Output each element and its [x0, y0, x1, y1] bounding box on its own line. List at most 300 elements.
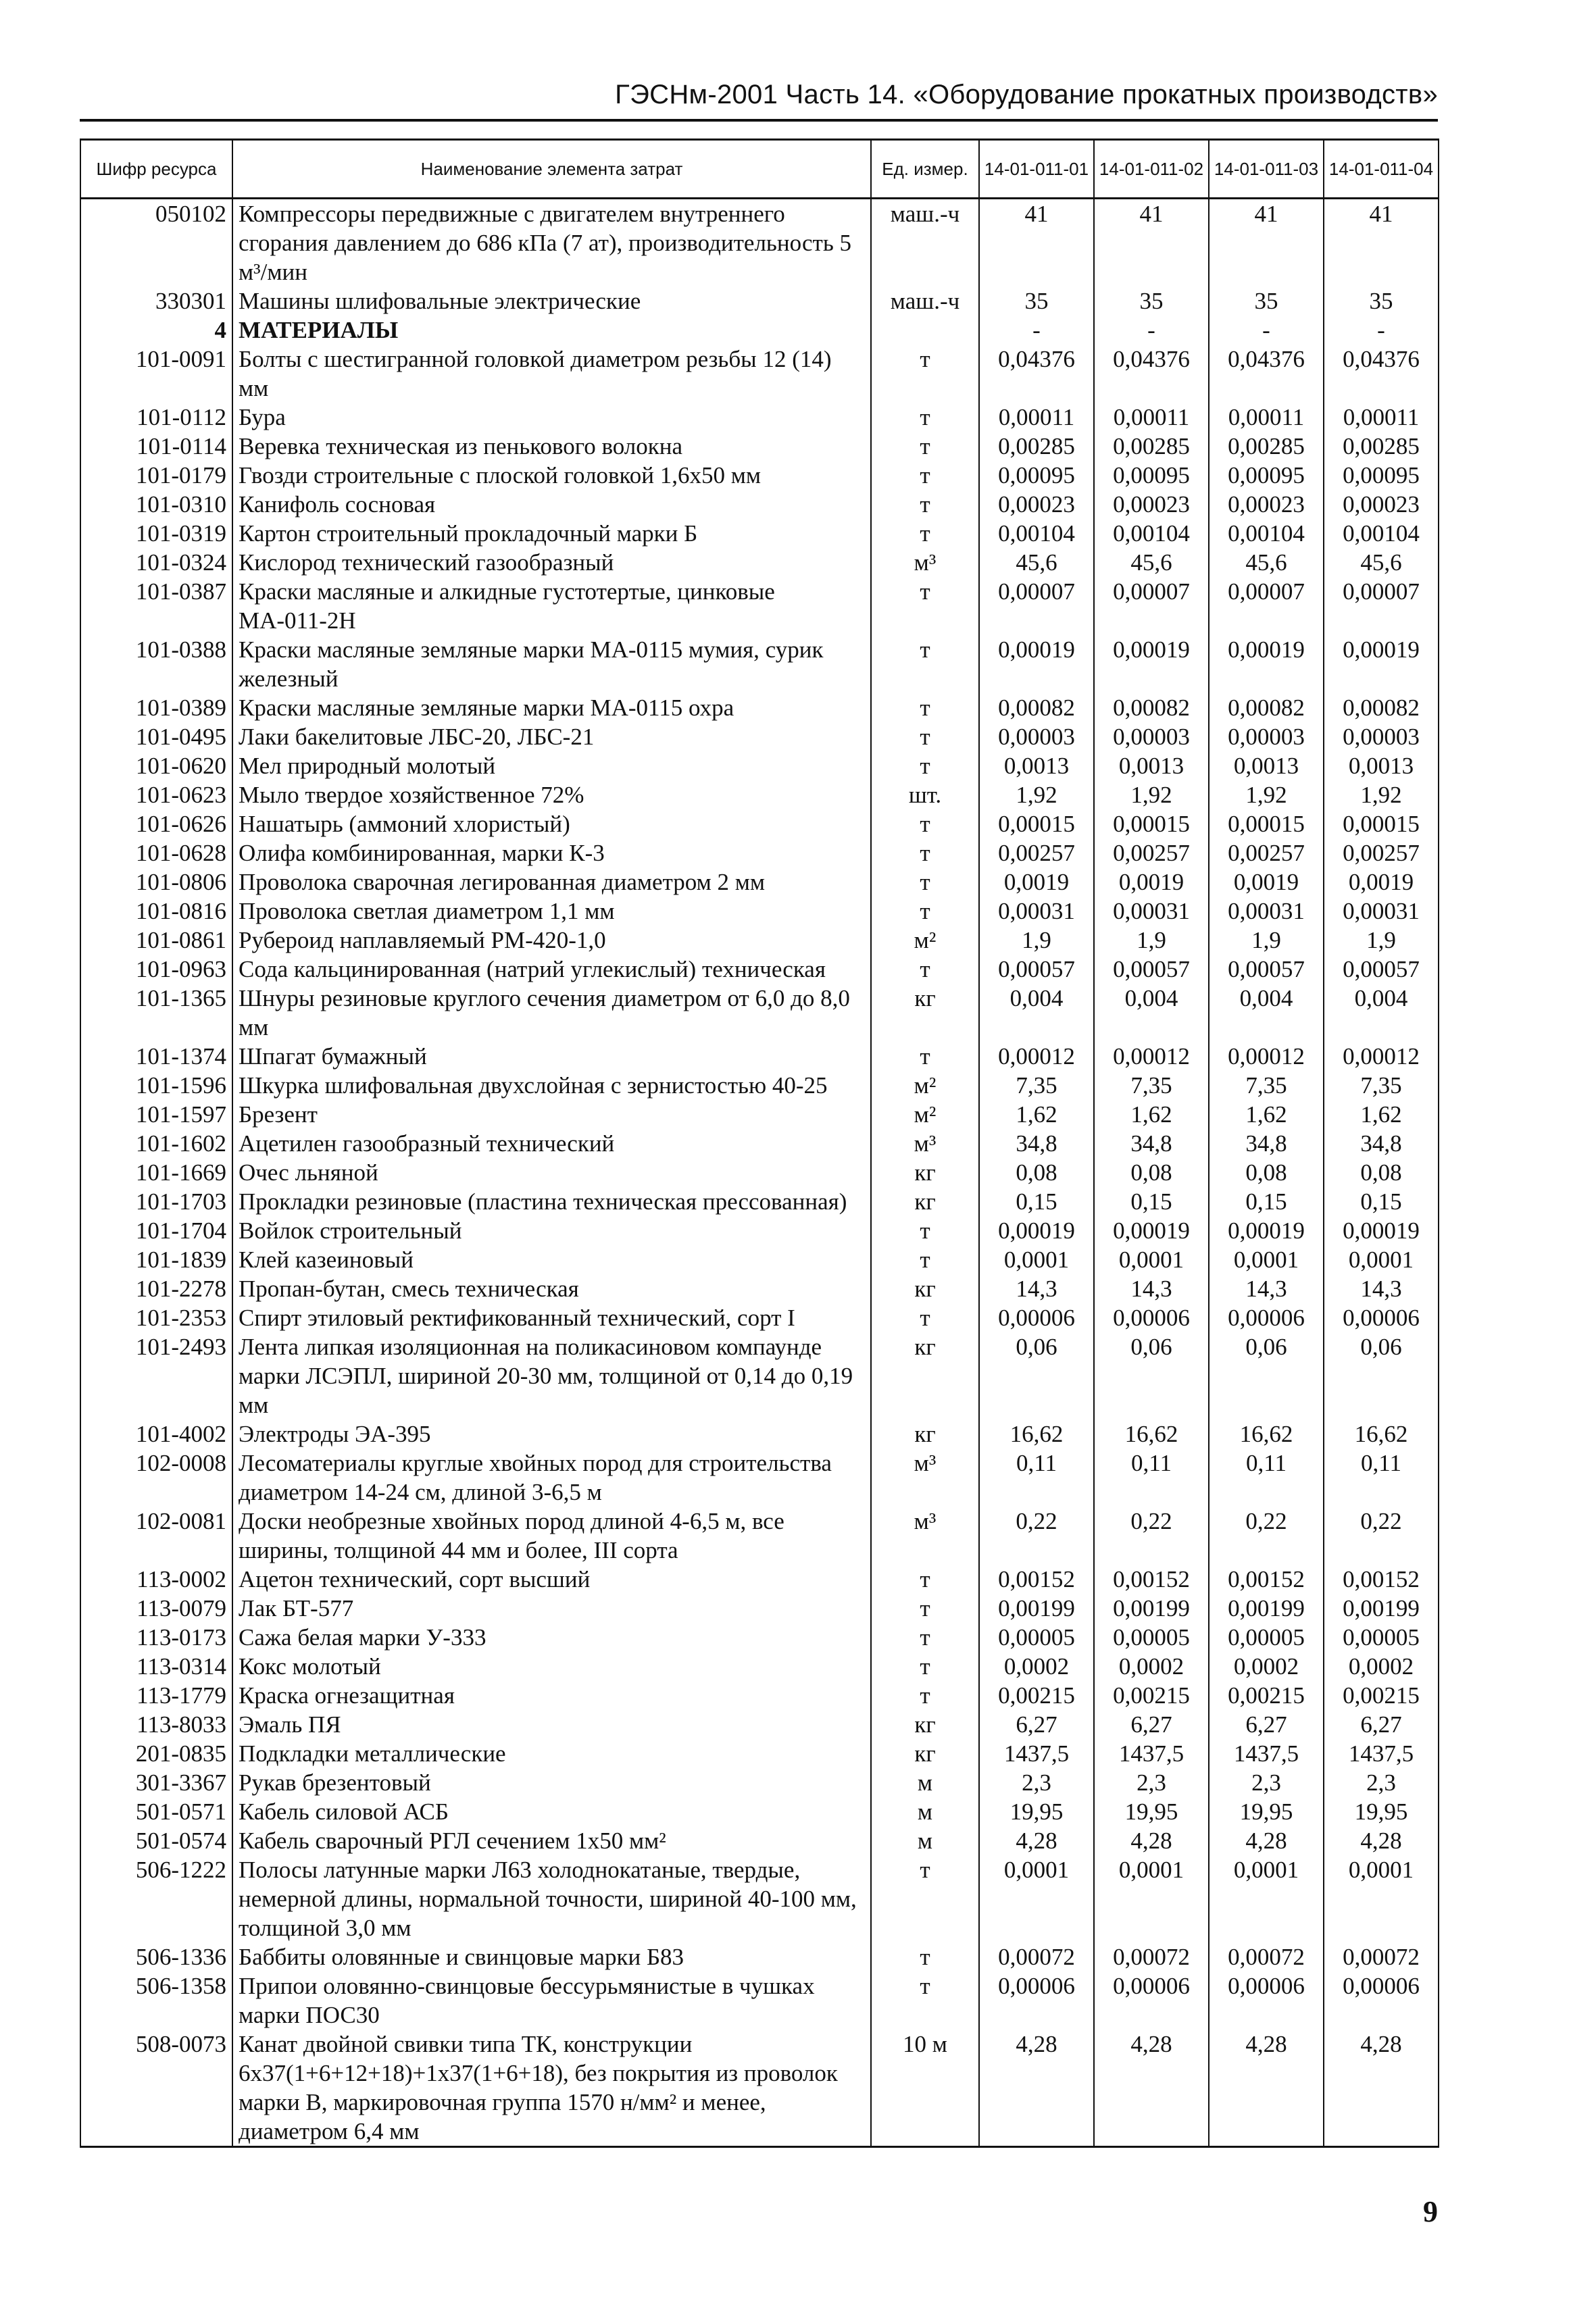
cell-code: 101-1703	[80, 1187, 232, 1216]
table-row	[80, 1158, 1439, 1187]
cell-v4: 0,00019	[1324, 1216, 1439, 1245]
cell-v4: 1,92	[1324, 780, 1439, 809]
cell-v4: -	[1324, 316, 1439, 345]
cell-v4: 41	[1324, 199, 1439, 287]
cell-unit: кг	[871, 1332, 979, 1419]
table-row	[80, 1710, 1439, 1739]
cell-name: Гвозди строительные с плоской головкой 1,6х50 мм	[232, 461, 871, 490]
cell-name: Краски масляные земляные марки МА-0115 охра	[232, 693, 871, 722]
cell-v2: 16,62	[1094, 1419, 1209, 1449]
cell-code: 330301	[80, 286, 232, 316]
cell-v3: 0,00007	[1209, 577, 1324, 635]
cell-v2: 0,00072	[1094, 1942, 1209, 1971]
cell-code: 101-2278	[80, 1274, 232, 1303]
cell-name: Очес льняной	[232, 1158, 871, 1187]
cell-v1: 0,00005	[979, 1623, 1094, 1652]
cell-unit: м	[871, 1826, 979, 1855]
cell-v2: 0,00257	[1094, 838, 1209, 867]
cell-v1: 4,28	[979, 1826, 1094, 1855]
table-row	[80, 432, 1439, 461]
cell-v2: 0,00015	[1094, 809, 1209, 838]
table-row	[80, 1768, 1439, 1797]
cell-v3: 4,28	[1209, 1826, 1324, 1855]
cell-v4: 0,00257	[1324, 838, 1439, 867]
cell-v1: 0,0001	[979, 1855, 1094, 1942]
cell-v2: 6,27	[1094, 1710, 1209, 1739]
cell-v1: 0,00057	[979, 955, 1094, 984]
cell-code: 101-0389	[80, 693, 232, 722]
cell-v3: 0,00082	[1209, 693, 1324, 722]
cell-v2: 0,00006	[1094, 1303, 1209, 1332]
cell-v2: 0,00006	[1094, 1971, 1209, 2030]
cell-v4: 0,00285	[1324, 432, 1439, 461]
cell-v2: 14,3	[1094, 1274, 1209, 1303]
cell-v3: 0,15	[1209, 1187, 1324, 1216]
cell-v1: 0,08	[979, 1158, 1094, 1187]
cell-name: Кабель силовой АСБ	[232, 1797, 871, 1826]
cell-unit: т	[871, 1216, 979, 1245]
cell-v1: 14,3	[979, 1274, 1094, 1303]
cell-v4: 35	[1324, 286, 1439, 316]
cell-v2: 4,28	[1094, 2030, 1209, 2147]
cell-unit: т	[871, 838, 979, 867]
cell-v2: 0,00031	[1094, 897, 1209, 926]
cell-unit: т	[871, 1652, 979, 1681]
header-col-2: 14-01-011-02	[1094, 140, 1209, 199]
cell-v1: 7,35	[979, 1071, 1094, 1100]
cell-unit: 10 м	[871, 2030, 979, 2147]
cell-unit: т	[871, 635, 979, 693]
cell-name: Рубероид наплавляемый РМ-420-1,0	[232, 926, 871, 955]
cell-v3: 0,00215	[1209, 1681, 1324, 1710]
cell-unit: кг	[871, 1187, 979, 1216]
table-row	[80, 1274, 1439, 1303]
cell-code: 101-0114	[80, 432, 232, 461]
cell-unit: маш.-ч	[871, 286, 979, 316]
cell-v2: -	[1094, 316, 1209, 345]
cell-v2: 1,62	[1094, 1100, 1209, 1129]
table-row	[80, 286, 1439, 316]
cell-v4: 34,8	[1324, 1129, 1439, 1158]
cell-v3: 0,00011	[1209, 403, 1324, 432]
cell-v1: 6,27	[979, 1710, 1094, 1739]
header-code: Шифр ресурса	[80, 140, 232, 199]
cell-unit: м³	[871, 548, 979, 577]
cell-v1: 4,28	[979, 2030, 1094, 2147]
cell-name: Кокс молотый	[232, 1652, 871, 1681]
cell-v3: 0,00095	[1209, 461, 1324, 490]
cell-name: Полосы латунные марки Л63 холоднокатаные, твердые, немерной длины, нормальной точности, шириной 40-100 мм, толщиной 3,0 мм	[232, 1855, 871, 1942]
cell-name: Электроды ЭА-395	[232, 1419, 871, 1449]
cell-v3: 6,27	[1209, 1710, 1324, 1739]
cell-v4: 0,00072	[1324, 1942, 1439, 1971]
cell-v1: 34,8	[979, 1129, 1094, 1158]
cell-unit: т	[871, 1245, 979, 1274]
cell-name: Кислород технический газообразный	[232, 548, 871, 577]
cell-code: 101-2353	[80, 1303, 232, 1332]
cell-v3: 41	[1209, 199, 1324, 287]
cell-v2: 0,00095	[1094, 461, 1209, 490]
cell-name: Баббиты оловянные и свинцовые марки Б83	[232, 1942, 871, 1971]
cell-v2: 0,0001	[1094, 1855, 1209, 1942]
table-row	[80, 1245, 1439, 1274]
cell-v3: 0,00019	[1209, 635, 1324, 693]
cell-name: Лак БТ-577	[232, 1594, 871, 1623]
cell-v1: 0,0002	[979, 1652, 1094, 1681]
table-row	[80, 2030, 1439, 2147]
table-row	[80, 809, 1439, 838]
cell-v4: 0,0001	[1324, 1245, 1439, 1274]
cell-v4: 7,35	[1324, 1071, 1439, 1100]
cell-v1: 0,00015	[979, 809, 1094, 838]
cell-v3: 19,95	[1209, 1797, 1324, 1826]
table-row	[80, 751, 1439, 780]
table-row	[80, 490, 1439, 519]
cell-v4: 0,06	[1324, 1332, 1439, 1419]
table-row	[80, 345, 1439, 403]
cell-v3: 0,00152	[1209, 1565, 1324, 1594]
cell-v2: 4,28	[1094, 1826, 1209, 1855]
cell-name: Шпагат бумажный	[232, 1042, 871, 1071]
table-row	[80, 867, 1439, 897]
cell-code: 101-0628	[80, 838, 232, 867]
cell-v1: 0,00011	[979, 403, 1094, 432]
cell-unit: т	[871, 1042, 979, 1071]
cell-code: 506-1336	[80, 1942, 232, 1971]
table-row	[80, 1942, 1439, 1971]
cell-v4: 0,00006	[1324, 1303, 1439, 1332]
cell-code: 506-1358	[80, 1971, 232, 2030]
cell-code: 101-0310	[80, 490, 232, 519]
cell-v2: 35	[1094, 286, 1209, 316]
cell-unit: кг	[871, 1158, 979, 1187]
cell-code: 508-0073	[80, 2030, 232, 2147]
table-row	[80, 897, 1439, 926]
cell-v3: 0,00199	[1209, 1594, 1324, 1623]
cell-v1: 0,00007	[979, 577, 1094, 635]
cell-v1: 0,0001	[979, 1245, 1094, 1274]
table-row	[80, 635, 1439, 693]
cell-code: 113-8033	[80, 1710, 232, 1739]
cell-v1: 0,00072	[979, 1942, 1094, 1971]
cell-v2: 0,004	[1094, 984, 1209, 1042]
cell-code: 201-0835	[80, 1739, 232, 1768]
table-row	[80, 926, 1439, 955]
cell-v4: 14,3	[1324, 1274, 1439, 1303]
cell-unit: т	[871, 1681, 979, 1710]
cell-v3: 0,00003	[1209, 722, 1324, 751]
cell-unit: кг	[871, 1710, 979, 1739]
cell-code: 501-0571	[80, 1797, 232, 1826]
cell-name: Проволока сварочная легированная диаметром 2 мм	[232, 867, 871, 897]
cell-v4: 0,00215	[1324, 1681, 1439, 1710]
cell-v4: 1,9	[1324, 926, 1439, 955]
cell-v3: 0,00006	[1209, 1971, 1324, 2030]
cell-v1: 0,00199	[979, 1594, 1094, 1623]
cell-code: 101-2493	[80, 1332, 232, 1419]
cell-code: 101-1374	[80, 1042, 232, 1071]
cell-v4: 0,00057	[1324, 955, 1439, 984]
cell-v4: 0,00005	[1324, 1623, 1439, 1652]
cell-v3: 0,0001	[1209, 1855, 1324, 1942]
cell-v2: 41	[1094, 199, 1209, 287]
cell-v4: 19,95	[1324, 1797, 1439, 1826]
cell-unit: т	[871, 1971, 979, 2030]
cell-v1: 0,00257	[979, 838, 1094, 867]
cell-v2: 0,06	[1094, 1332, 1209, 1419]
cell-name: Машины шлифовальные электрические	[232, 286, 871, 316]
cell-v4: 6,27	[1324, 1710, 1439, 1739]
cell-v1: 0,15	[979, 1187, 1094, 1216]
cell-code: 506-1222	[80, 1855, 232, 1942]
cell-name: Краски масляные земляные марки МА-0115 мумия, сурик железный	[232, 635, 871, 693]
cell-v2: 0,15	[1094, 1187, 1209, 1216]
page-number: 9	[1423, 2195, 1438, 2228]
header-col-4: 14-01-011-04	[1324, 140, 1439, 199]
cell-v4: 0,08	[1324, 1158, 1439, 1187]
cell-name: Болты с шестигранной головкой диаметром резьбы 12 (14) мм	[232, 345, 871, 403]
table-row	[80, 577, 1439, 635]
cell-v2: 0,0002	[1094, 1652, 1209, 1681]
cell-v2: 0,00215	[1094, 1681, 1209, 1710]
cell-v3: 2,3	[1209, 1768, 1324, 1797]
cell-v4: 0,00023	[1324, 490, 1439, 519]
cell-code: 101-0620	[80, 751, 232, 780]
cell-unit: шт.	[871, 780, 979, 809]
cell-v4: 4,28	[1324, 2030, 1439, 2147]
cell-unit: кг	[871, 1419, 979, 1449]
cell-v4: 0,0019	[1324, 867, 1439, 897]
cell-unit: т	[871, 897, 979, 926]
cell-v1: 0,00082	[979, 693, 1094, 722]
cell-v3: 0,00005	[1209, 1623, 1324, 1652]
cell-unit: м²	[871, 926, 979, 955]
cell-code: 101-0324	[80, 548, 232, 577]
table-row	[80, 1419, 1439, 1449]
header-col-3: 14-01-011-03	[1209, 140, 1324, 199]
cell-unit: т	[871, 1303, 979, 1332]
cell-v4: 0,00015	[1324, 809, 1439, 838]
cell-v3: 0,00104	[1209, 519, 1324, 548]
cell-name: Сода кальцинированная (натрий углекислый) техническая	[232, 955, 871, 984]
header-rule	[80, 119, 1438, 122]
header-unit: Ед. измер.	[871, 140, 979, 199]
cell-v1: 0,00152	[979, 1565, 1094, 1594]
cell-v3: 0,004	[1209, 984, 1324, 1042]
table-row	[80, 1129, 1439, 1158]
cell-unit: кг	[871, 1274, 979, 1303]
cell-v2: 0,04376	[1094, 345, 1209, 403]
cell-v2: 0,11	[1094, 1449, 1209, 1507]
table-row	[80, 403, 1439, 432]
cell-name: Кабель сварочный РГЛ сечением 1х50 мм²	[232, 1826, 871, 1855]
cell-v2: 0,00023	[1094, 490, 1209, 519]
cell-code: 101-4002	[80, 1419, 232, 1449]
table-row	[80, 519, 1439, 548]
cell-v2: 0,0019	[1094, 867, 1209, 897]
cell-v2: 0,22	[1094, 1507, 1209, 1565]
cell-v2: 0,00007	[1094, 577, 1209, 635]
cell-v2: 45,6	[1094, 548, 1209, 577]
cell-v1: 1437,5	[979, 1739, 1094, 1768]
cell-v4: 16,62	[1324, 1419, 1439, 1449]
cell-v4: 0,0013	[1324, 751, 1439, 780]
cell-name: Прокладки резиновые (пластина техническая прессованная)	[232, 1187, 871, 1216]
cell-unit: м³	[871, 1129, 979, 1158]
cell-v1: 0,00215	[979, 1681, 1094, 1710]
cell-name: Припои оловянно-свинцовые бессурьмянистые в чушках марки ПОС30	[232, 1971, 871, 2030]
cell-v2: 0,00199	[1094, 1594, 1209, 1623]
table-row	[80, 1071, 1439, 1100]
table-row	[80, 461, 1439, 490]
cell-v4: 0,00003	[1324, 722, 1439, 751]
cell-v3: 0,0013	[1209, 751, 1324, 780]
cell-v3: 0,22	[1209, 1507, 1324, 1565]
cell-v2: 0,00152	[1094, 1565, 1209, 1594]
cell-v1: 0,04376	[979, 345, 1094, 403]
cell-v1: 0,00031	[979, 897, 1094, 926]
cell-code: 101-1669	[80, 1158, 232, 1187]
cell-v1: 0,11	[979, 1449, 1094, 1507]
cell-name: Подкладки металлические	[232, 1739, 871, 1768]
cell-unit: маш.-ч	[871, 199, 979, 287]
cell-v2: 7,35	[1094, 1071, 1209, 1100]
cell-v3: 14,3	[1209, 1274, 1324, 1303]
cell-v1: 0,00012	[979, 1042, 1094, 1071]
cell-v1: 1,9	[979, 926, 1094, 955]
cell-v2: 0,00104	[1094, 519, 1209, 548]
cell-v1: 16,62	[979, 1419, 1094, 1449]
cell-v4: 0,22	[1324, 1507, 1439, 1565]
cell-name: Спирт этиловый ректификованный технический, сорт I	[232, 1303, 871, 1332]
cell-code: 113-0002	[80, 1565, 232, 1594]
table-header-row	[80, 140, 1439, 199]
cell-v2: 0,00005	[1094, 1623, 1209, 1652]
cell-unit: т	[871, 345, 979, 403]
cell-v4: 2,3	[1324, 1768, 1439, 1797]
cell-v4: 0,00152	[1324, 1565, 1439, 1594]
cell-code: 101-0388	[80, 635, 232, 693]
cell-v1: -	[979, 316, 1094, 345]
cell-v4: 0,0001	[1324, 1855, 1439, 1942]
cell-v2: 0,00011	[1094, 403, 1209, 432]
cell-v3: 0,0001	[1209, 1245, 1324, 1274]
cell-code: 101-0816	[80, 897, 232, 926]
cell-code: 101-0623	[80, 780, 232, 809]
cell-name: Бура	[232, 403, 871, 432]
cell-v3: 4,28	[1209, 2030, 1324, 2147]
cell-unit: т	[871, 722, 979, 751]
cell-v3: 0,00006	[1209, 1303, 1324, 1332]
table-body	[80, 199, 1439, 2147]
cell-v1: 0,00285	[979, 432, 1094, 461]
table-row	[80, 1971, 1439, 2030]
cell-code: 102-0081	[80, 1507, 232, 1565]
cell-name: Мел природный молотый	[232, 751, 871, 780]
cell-name: Лесоматериалы круглые хвойных пород для строительства диаметром 14-24 см, длиной 3-6,5 м	[232, 1449, 871, 1507]
cell-v2: 0,0001	[1094, 1245, 1209, 1274]
table-row	[80, 1507, 1439, 1565]
cell-name: Брезент	[232, 1100, 871, 1129]
cell-name: Мыло твердое хозяйственное 72%	[232, 780, 871, 809]
cell-unit: т	[871, 1855, 979, 1942]
table-row	[80, 1187, 1439, 1216]
cell-code: 113-0079	[80, 1594, 232, 1623]
cell-v4: 0,00104	[1324, 519, 1439, 548]
cell-v4: 45,6	[1324, 548, 1439, 577]
cell-v2: 0,00082	[1094, 693, 1209, 722]
table-row	[80, 984, 1439, 1042]
cell-v1: 0,00104	[979, 519, 1094, 548]
cell-v2: 0,0013	[1094, 751, 1209, 780]
header-col-1: 14-01-011-01	[979, 140, 1094, 199]
cell-code: 101-1704	[80, 1216, 232, 1245]
cell-unit: т	[871, 403, 979, 432]
cell-v1: 19,95	[979, 1797, 1094, 1826]
cell-v1: 0,0019	[979, 867, 1094, 897]
cell-code: 101-0861	[80, 926, 232, 955]
cell-v1: 45,6	[979, 548, 1094, 577]
cell-code: 101-0091	[80, 345, 232, 403]
cell-v4: 0,004	[1324, 984, 1439, 1042]
table-row	[80, 1623, 1439, 1652]
cell-v4: 0,00031	[1324, 897, 1439, 926]
cell-v1: 2,3	[979, 1768, 1094, 1797]
cell-name: Краска огнезащитная	[232, 1681, 871, 1710]
cell-v3: 16,62	[1209, 1419, 1324, 1449]
table-row	[80, 1594, 1439, 1623]
cell-v2: 0,00012	[1094, 1042, 1209, 1071]
cell-v1: 0,00006	[979, 1971, 1094, 2030]
cell-name: Ацетилен газообразный технический	[232, 1129, 871, 1158]
table-row	[80, 1303, 1439, 1332]
cell-unit: м	[871, 1797, 979, 1826]
cell-v1: 0,0013	[979, 751, 1094, 780]
cell-name: Веревка техническая из пенькового волокна	[232, 432, 871, 461]
cell-v2: 19,95	[1094, 1797, 1209, 1826]
cell-v4: 1437,5	[1324, 1739, 1439, 1768]
cell-v3: 1437,5	[1209, 1739, 1324, 1768]
cell-unit: м³	[871, 1507, 979, 1565]
cell-unit: т	[871, 867, 979, 897]
cell-unit: т	[871, 751, 979, 780]
cell-v2: 0,00057	[1094, 955, 1209, 984]
cell-code: 101-0806	[80, 867, 232, 897]
table-row	[80, 1797, 1439, 1826]
cell-code: 101-1596	[80, 1071, 232, 1100]
cell-v2: 1437,5	[1094, 1739, 1209, 1768]
cell-name: Войлок строительный	[232, 1216, 871, 1245]
table-row	[80, 1216, 1439, 1245]
cell-v3: 0,00257	[1209, 838, 1324, 867]
cell-name: Канифоль сосновая	[232, 490, 871, 519]
cell-v3: -	[1209, 316, 1324, 345]
cell-code: 101-0626	[80, 809, 232, 838]
cell-unit: т	[871, 809, 979, 838]
cell-v4: 0,00007	[1324, 577, 1439, 635]
cell-v4: 0,00011	[1324, 403, 1439, 432]
cell-unit: т	[871, 955, 979, 984]
page-header: ГЭСНм-2001 Часть 14. «Оборудование прокатных производств»	[615, 80, 1438, 109]
cell-unit: т	[871, 577, 979, 635]
cell-unit: м³	[871, 1449, 979, 1507]
cell-v2: 1,9	[1094, 926, 1209, 955]
cell-v4: 0,00199	[1324, 1594, 1439, 1623]
cell-unit: кг	[871, 984, 979, 1042]
cell-name: Краски масляные и алкидные густотертые, цинковые МА-011-2Н	[232, 577, 871, 635]
table-row	[80, 693, 1439, 722]
cell-v4: 0,15	[1324, 1187, 1439, 1216]
